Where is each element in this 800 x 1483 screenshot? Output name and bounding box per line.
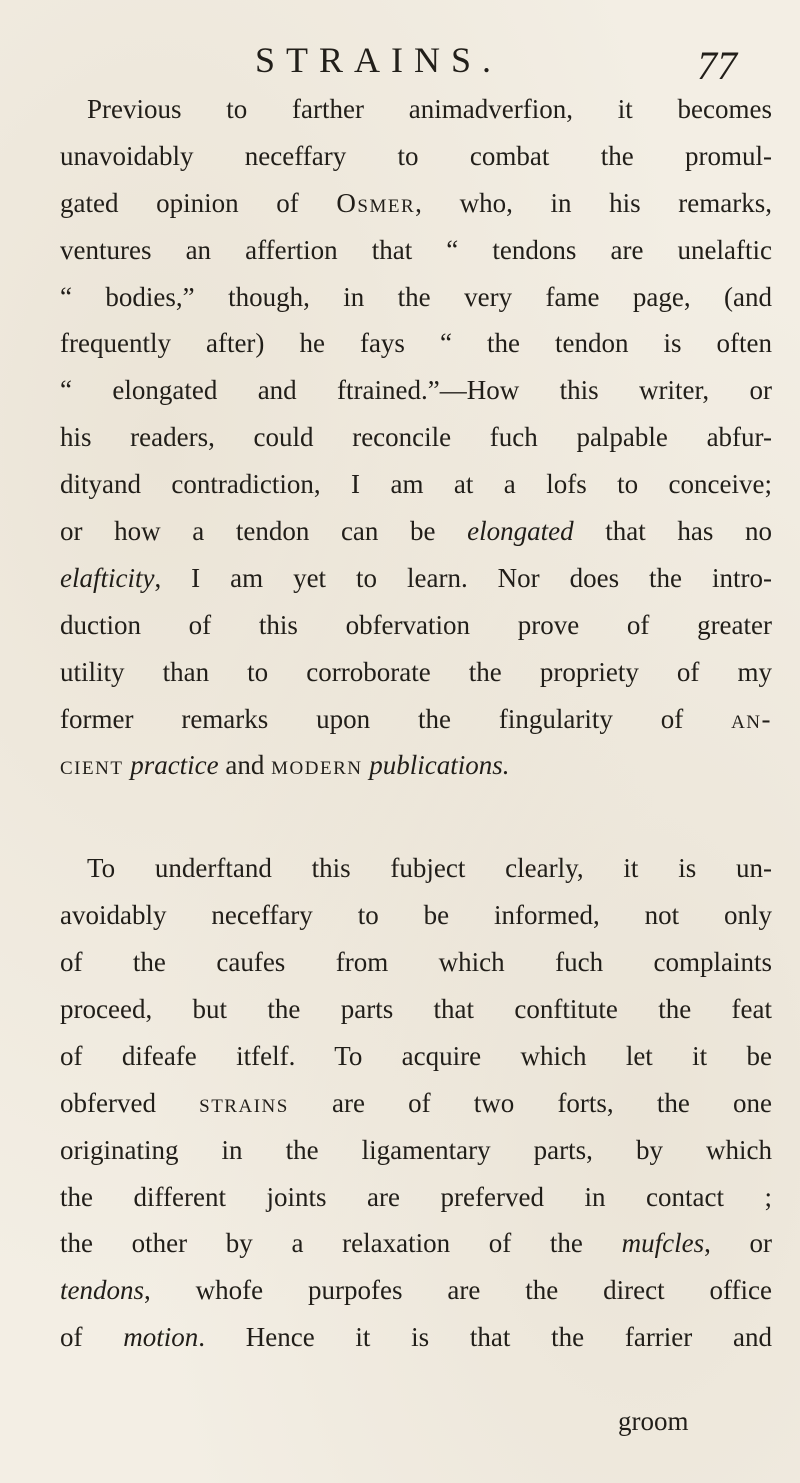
text-segment: the other by a relaxation of the (60, 1228, 622, 1259)
text-line (60, 555, 772, 602)
catchword: groom (618, 1406, 689, 1436)
small-caps-text: modern (271, 750, 363, 781)
text-segment: or how a tendon can be (60, 516, 468, 547)
text-line (60, 1220, 772, 1267)
text-segment: To underftand this fubject clearly, it is un- (87, 853, 772, 884)
text-segment: his readers, could reconcile fuch palpable abfur- (60, 422, 772, 453)
text-segment: originating in the ligamentary parts, by which (60, 1134, 772, 1165)
text-segment: , I am yet to learn. Nor does the intro- (154, 562, 772, 593)
text-segment: , or (704, 1228, 772, 1259)
small-caps-text: strains (199, 1087, 289, 1118)
text-segment: the different joints are preferved in contact ; (60, 1181, 772, 1212)
small-caps-text: an- (731, 703, 772, 734)
paragraph-gap (60, 789, 772, 845)
text-line (60, 274, 772, 321)
text-line (60, 892, 772, 939)
text-segment: utility than to corroborate the propriety of my (60, 656, 772, 687)
small-caps-text: Osmer (336, 187, 416, 218)
page-header (0, 34, 800, 88)
text-line (60, 742, 772, 789)
text-line (60, 461, 772, 508)
text-line (60, 320, 772, 367)
text-line (60, 986, 772, 1033)
text-line (60, 133, 772, 180)
text-segment: , whofe purpofes are the direct office (144, 1275, 772, 1306)
text-line (60, 696, 772, 743)
text-line (60, 939, 772, 986)
text-segment: are of two forts, the one (288, 1087, 772, 1118)
text-segment: of the caufes from which fuch complaints (60, 947, 772, 978)
italic-text: motion (123, 1322, 199, 1353)
text-segment: , who, in his remarks, (415, 187, 772, 218)
text-segment: . Hence it is that the farrier and (198, 1322, 772, 1353)
text-segment: “ elongated and ftrained.”—How this writer, or (60, 375, 772, 406)
text-line (60, 227, 772, 274)
text-line (60, 1080, 772, 1127)
text-line (60, 1127, 772, 1174)
italic-text: tendons (60, 1275, 144, 1306)
italic-text: elongated (467, 516, 574, 547)
text-line (60, 86, 772, 133)
running-head: STRAINS. (255, 40, 503, 80)
text-segment: and (218, 750, 272, 781)
text-line (60, 367, 772, 414)
text-line (60, 508, 772, 555)
text-segment: duction of this obfervation prove of greater (60, 609, 772, 640)
text-line (60, 602, 772, 649)
text-line (60, 845, 772, 892)
text-segment: obferved (60, 1087, 200, 1118)
italic-text: elafticity (60, 562, 155, 593)
text-line (60, 1033, 772, 1080)
italic-text: practice (130, 750, 219, 781)
italic-text: mufcles (621, 1228, 705, 1259)
text-segment: gated opinion of (60, 187, 337, 218)
text-line (60, 1267, 772, 1314)
text-segment: proceed, but the parts that conftitute the feat (60, 994, 772, 1025)
text-segment: unavoidably neceffary to combat the promul- (60, 140, 772, 171)
paragraph (60, 86, 772, 789)
text-segment: dityand contradiction, I am at a lofs to conceive; (60, 469, 772, 500)
text-segment: “ bodies,” though, in the very fame page, (and (60, 281, 772, 312)
text-segment: ventures an affertion that “ tendons are unelaftic (60, 234, 772, 265)
text-line (60, 649, 772, 696)
text-line (60, 180, 772, 227)
text-line (60, 1174, 772, 1221)
italic-text: publications. (369, 750, 510, 781)
text-segment: of (60, 1322, 124, 1353)
text-line (60, 1314, 772, 1361)
page-number: 77 (697, 43, 737, 88)
text-segment: avoidably neceffary to be informed, not only (60, 900, 772, 931)
small-caps-text: cient (60, 750, 124, 781)
text-line (60, 414, 772, 461)
text-segment: that has no (573, 516, 772, 547)
text-segment: former remarks upon the fingularity of (60, 703, 732, 734)
text-segment: frequently after) he fays “ the tendon is often (60, 328, 772, 359)
text-segment: of difeafe itfelf. To acquire which let it be (60, 1040, 772, 1071)
paragraph (60, 845, 772, 1361)
text-segment: Previous to farther animadverfion, it becomes (87, 94, 772, 124)
body-text (60, 86, 772, 1361)
